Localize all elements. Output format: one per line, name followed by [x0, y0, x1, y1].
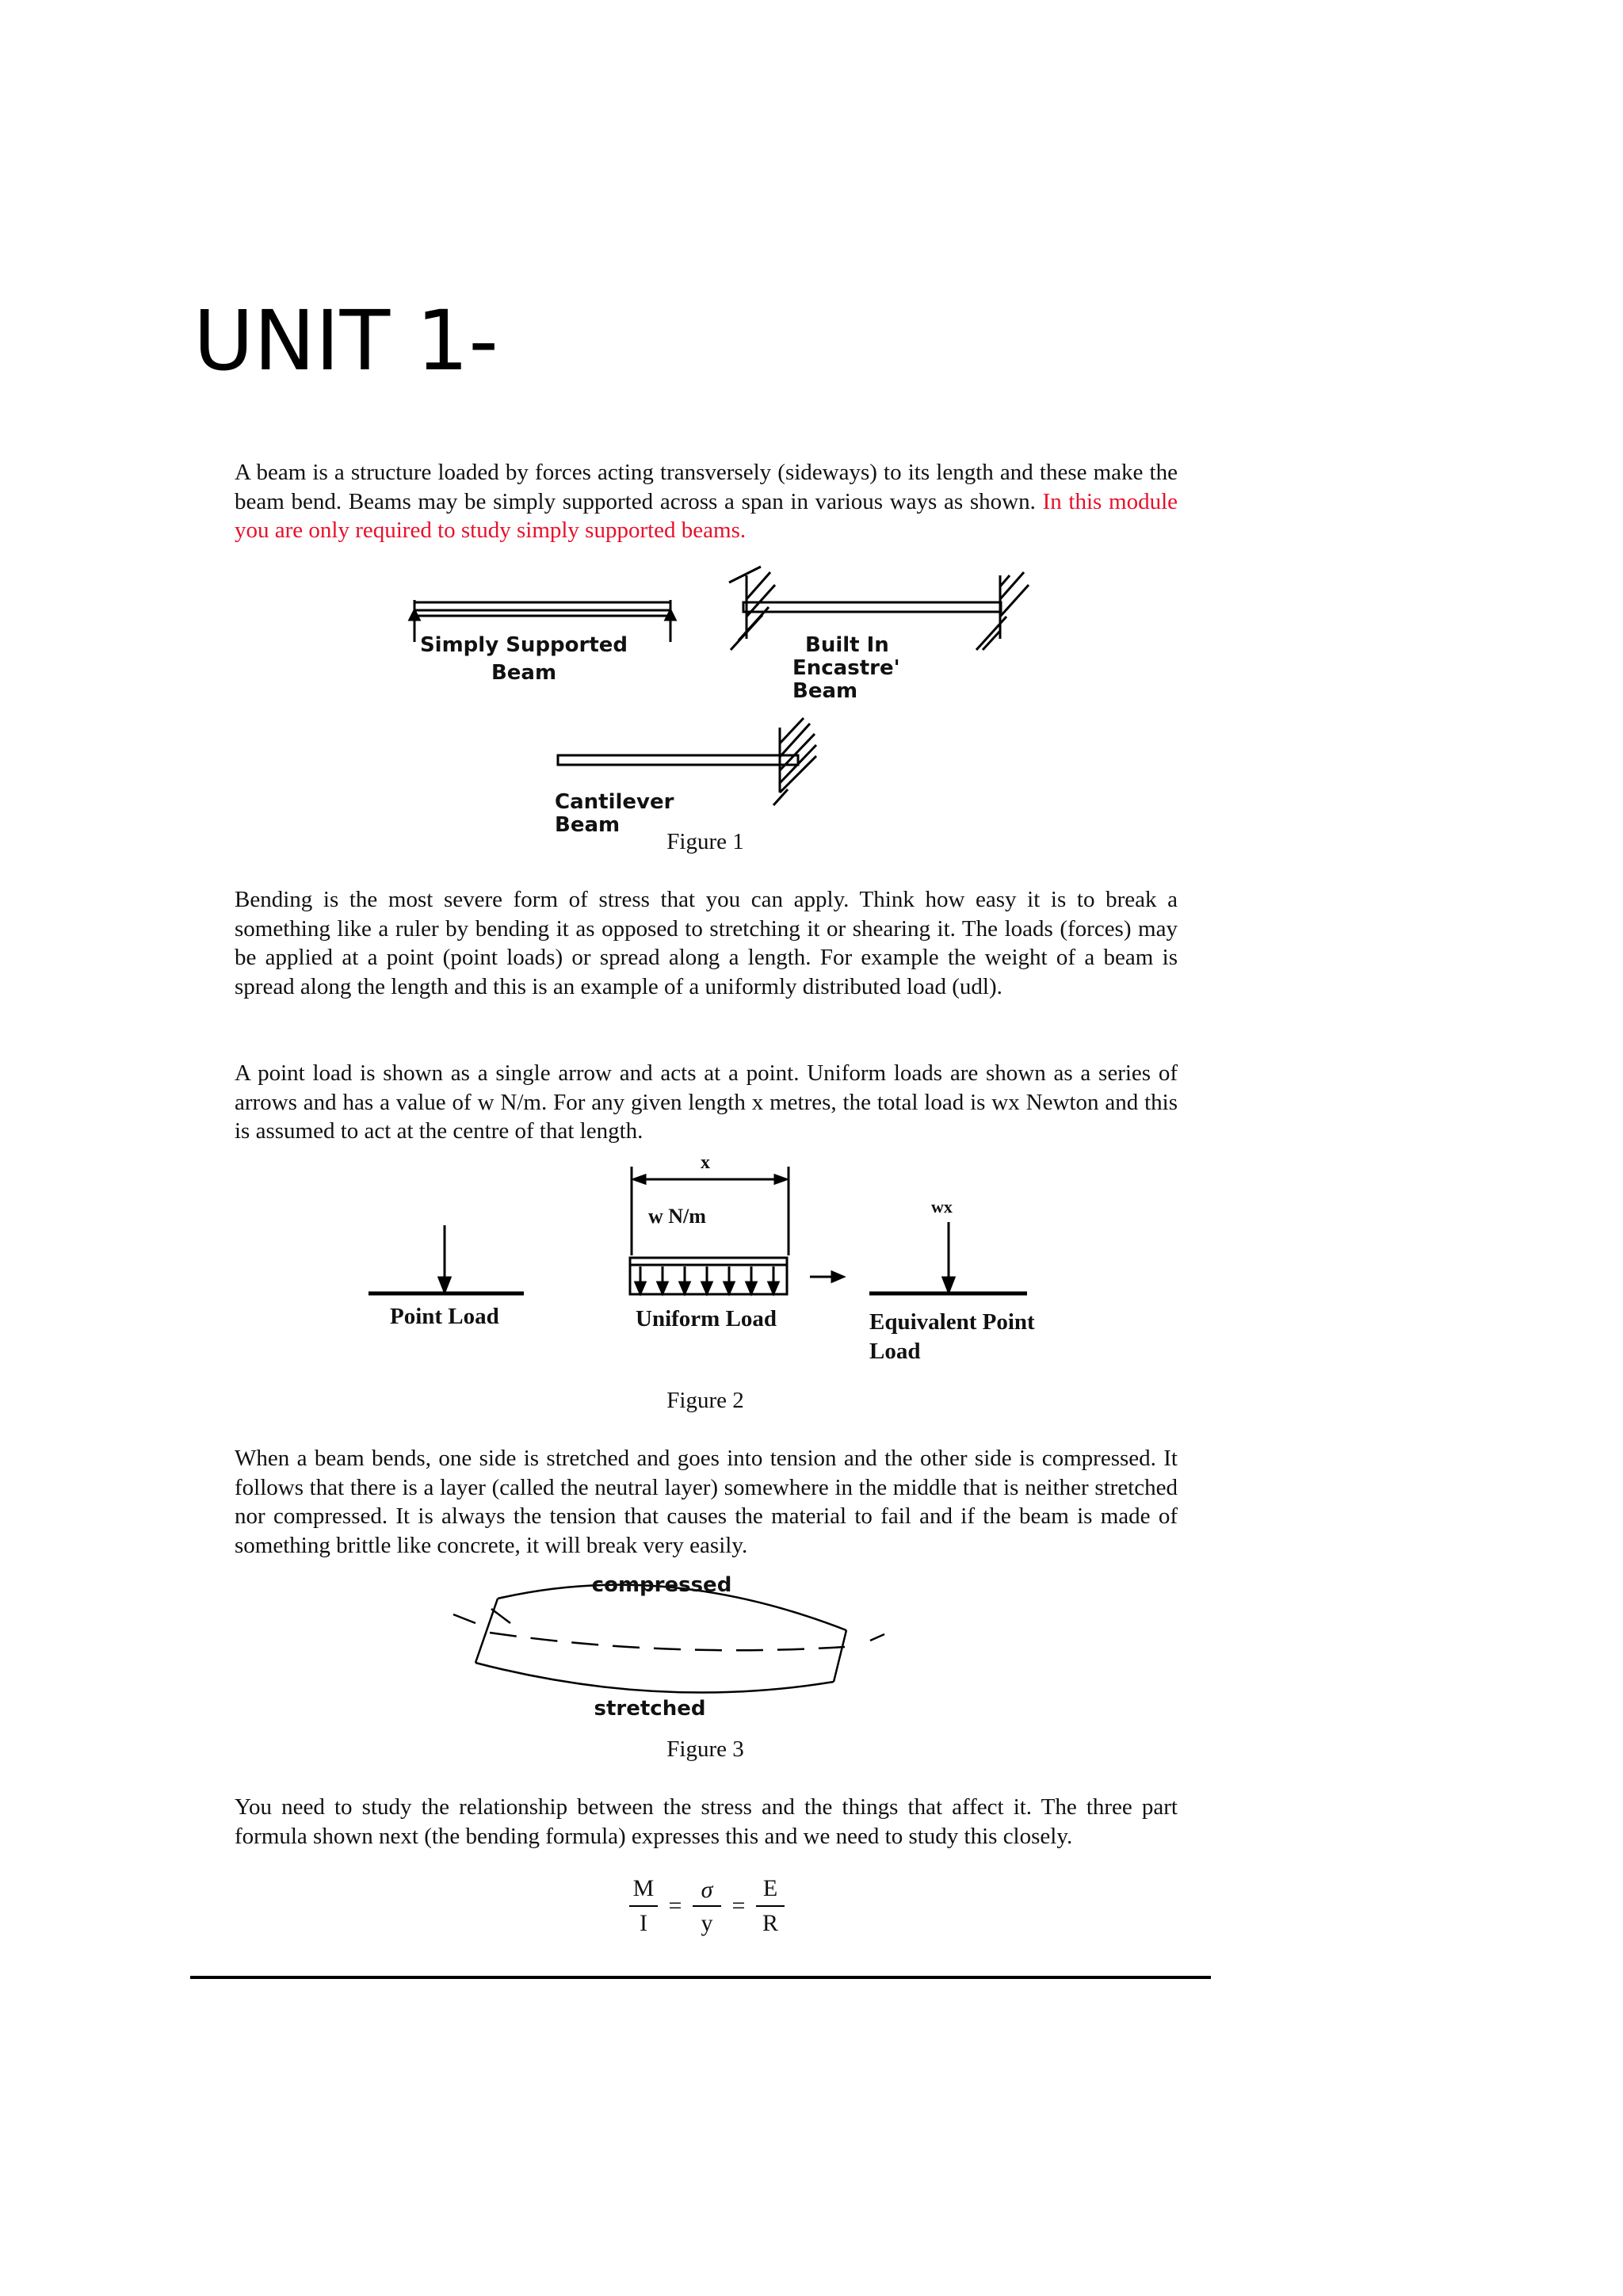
- wx-label: wx: [931, 1197, 953, 1217]
- built-in-line-1: Built In: [805, 633, 889, 657]
- stretched-label: stretched: [594, 1697, 706, 1721]
- uniform-load-label: Uniform Load: [636, 1306, 777, 1331]
- formula-denominator-r: R: [762, 1910, 778, 1936]
- cantilever-label: Cantilever Beam: [555, 790, 674, 837]
- formula-denominator-i: I: [640, 1910, 647, 1936]
- figure-1-caption: Figure 1: [666, 829, 744, 854]
- formula-equals-1: =: [668, 1893, 682, 1919]
- formula-equals-2: =: [731, 1893, 746, 1919]
- bending-formula: [626, 1877, 792, 1940]
- formula-denominator-y: y: [701, 1910, 713, 1936]
- x-dimension-label: x: [701, 1152, 710, 1173]
- simply-supported-line-1: Simply Supported: [419, 633, 628, 657]
- formula-fraction-bar-2: [693, 1905, 721, 1907]
- simply-supported-line-2: Beam: [491, 661, 557, 685]
- formula-fraction-bar-3: [756, 1905, 785, 1907]
- bending-formula-paragraph: You need to study the relationship between the stress and the things that affect it. The three part formula shown next (the bending formula) expresses this and we need to study this closely.: [235, 1794, 1178, 1849]
- equivalent-line-1: Equivalent Point: [869, 1309, 1035, 1335]
- compressed-label: compressed: [591, 1573, 732, 1597]
- footer-divider: [190, 1976, 1211, 1979]
- equivalent-line-2: Load: [869, 1339, 921, 1364]
- page-title: UNIT 1-: [193, 292, 498, 389]
- formula-numerator-e: E: [762, 1875, 778, 1901]
- figure-3-caption: Figure 3: [666, 1736, 744, 1762]
- point-load-paragraph: A point load is shown as a single arrow and acts at a point. Uniform loads are shown as a series of arrows and has a value of w N/m. For any given length x metres, the total load is wx Newton and this is assumed to act at the centre of that length.: [235, 1060, 1178, 1144]
- formula-fraction-bar-1: [629, 1905, 658, 1907]
- module-note: In this module you are only required to study simply supported beams.: [235, 488, 1178, 543]
- intro-text: A beam is a structure loaded by forces acting transversely (sideways) to its length and these make the beam bend. Beams may be simply supported across a span in various ways as shown.: [235, 460, 1178, 514]
- load-intensity-label: w N/m: [648, 1205, 706, 1228]
- formula-numerator-sigma: σ: [701, 1877, 713, 1903]
- bending-paragraph: Bending is the most severe form of stress that you can apply. Think how easy it is to break a something like a ruler by bending it as opposed to stretching it or shearing it. The loads (forces) may be applied at a point (point loads) or spread along a length. For example the weight of a beam is spread along the length and this is an example of a uniformly distributed load (udl).: [235, 887, 1178, 999]
- point-load-label: Point Load: [390, 1304, 499, 1329]
- formula-numerator-m: M: [632, 1875, 655, 1901]
- built-in-line-2: Encastre' Beam: [792, 656, 900, 703]
- neutral-layer-paragraph: When a beam bends, one side is stretched and goes into tension and the other side is compressed. It follows that there is a layer (called the neutral layer) somewhere in the middle that is neither stretched nor compressed. It is always the tension that causes the material to fail and if the beam is made of something brittle like concrete, it will break very easily.: [235, 1446, 1178, 1558]
- figure-2-caption: Figure 2: [666, 1388, 744, 1413]
